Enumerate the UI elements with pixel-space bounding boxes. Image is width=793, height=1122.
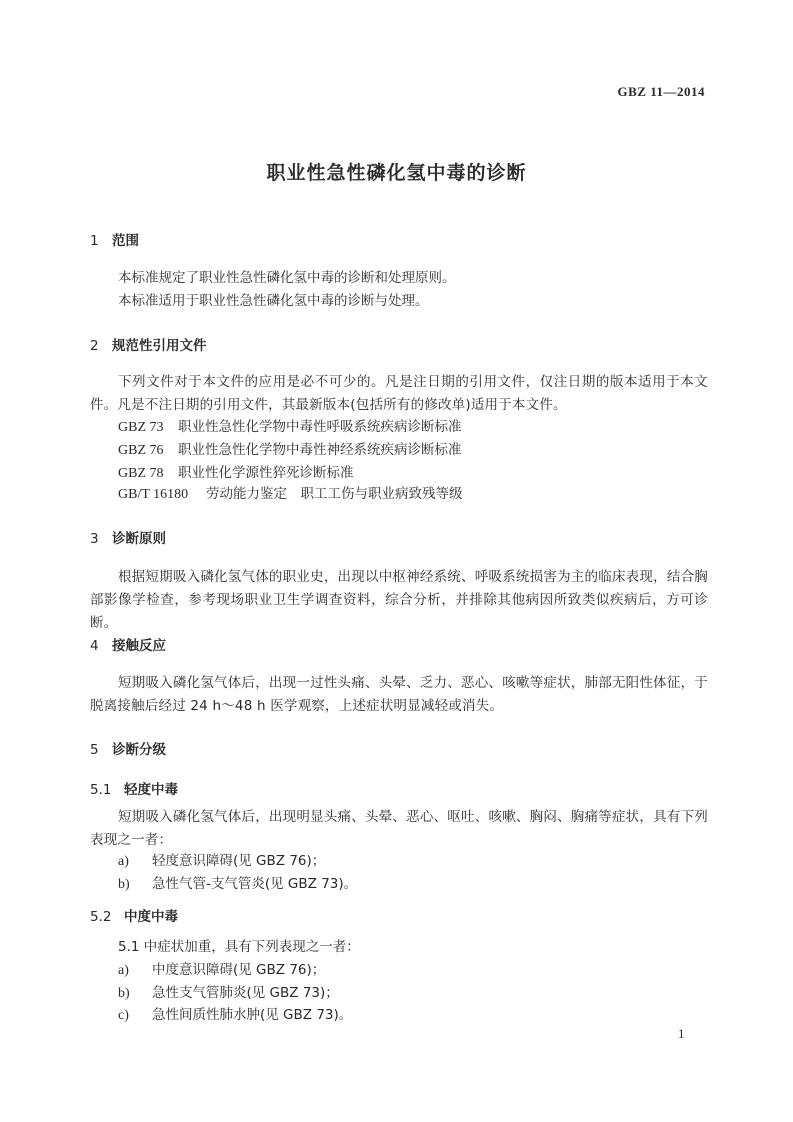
section-title: 诊断原则 xyxy=(112,531,166,547)
reference-item xyxy=(118,417,462,438)
subsection-number: 5.2 xyxy=(90,909,112,925)
list-item-label: b) xyxy=(118,986,130,1001)
list-item xyxy=(118,960,325,981)
reference-title: 职业性化学源性猝死诊断标准 xyxy=(178,465,354,481)
list-item-text: 急性间质性肺水肿(见 GBZ 73)。 xyxy=(152,1007,353,1023)
section-3-heading xyxy=(90,527,166,547)
reference-code: GBZ 78 xyxy=(118,466,164,481)
scope-line-2: 本标准适用于职业性急性磷化氢中毒的诊断与处理。 xyxy=(118,293,429,309)
section-title: 规范性引用文件 xyxy=(112,338,207,354)
scope-line-1: 本标准规定了职业性急性磷化氢中毒的诊断和处理原则。 xyxy=(118,270,456,286)
subsection-5-1-heading xyxy=(90,778,178,798)
section-number: 5 xyxy=(90,742,99,758)
subsection-number: 5.1 xyxy=(90,782,112,798)
section-title: 诊断分级 xyxy=(112,742,166,758)
section-number: 4 xyxy=(90,638,99,654)
section-number: 2 xyxy=(90,338,99,354)
section-4-heading xyxy=(90,634,166,654)
diagnosis-principle-paragraph: 根据短期吸入磷化氢气体的职业史，出现以中枢神经系统、呼吸系统损害为主的临床表现，结合胸部影像学检查，参考现场职业卫生学调查资料，综合分析，并排除其他病因所致类似疾病后，方可诊断。 xyxy=(90,569,708,631)
reference-item xyxy=(118,440,462,461)
reference-code: GBZ 73 xyxy=(118,420,164,435)
contact-reaction-paragraph: 短期吸入磷化氢气体后，出现一过性头痛、头晕、乏力、恶心、咳嗽等症状，肺部无阳性体征，于脱离接触后经过 24 h～48 h 医学观察，上述症状明显减轻或消失。 xyxy=(90,675,708,714)
reference-title: 职业性急性化学物中毒性神经系统疾病诊断标准 xyxy=(178,442,462,458)
subsection-title: 中度中毒 xyxy=(124,909,178,925)
reference-code: GB/T 16180 xyxy=(118,487,189,502)
reference-title: 职业性急性化学物中毒性呼吸系统疾病诊断标准 xyxy=(178,419,462,435)
reference-code: GBZ 76 xyxy=(118,443,164,458)
list-item xyxy=(118,851,325,872)
subsection-5-2-heading xyxy=(90,905,178,925)
list-item-text: 中度意识障碍(见 GBZ 76)； xyxy=(152,962,326,978)
list-item-text: 急性气管-支气管炎(见 GBZ 73)。 xyxy=(152,876,358,892)
list-item xyxy=(118,874,357,895)
list-item-label: c) xyxy=(118,1008,129,1023)
section-number: 1 xyxy=(90,233,99,249)
list-item-label: a) xyxy=(118,854,129,869)
section-number: 3 xyxy=(90,531,99,547)
references-paragraph: 下列文件对于本文件的应用是必不可少的。凡是注日期的引用文件，仅注日期的版本适用于本文件。凡是不注日期的引用文件，其最新版本(包括所有的修改单)适用于本文件。 xyxy=(90,374,708,413)
section-title: 范围 xyxy=(112,233,139,249)
list-item-label: b) xyxy=(118,877,130,892)
list-item xyxy=(118,1005,352,1026)
list-item-label: a) xyxy=(118,963,129,978)
section-2-heading xyxy=(90,334,207,354)
standard-code: GBZ 11—2014 xyxy=(617,84,705,99)
list-item xyxy=(118,983,339,1004)
mild-poisoning-paragraph: 短期吸入磷化氢气体后，出现明显头痛、头晕、恶心、呕吐、咳嗽、胸闷、胸痛等症状，具有下列表现之一者： xyxy=(90,809,708,848)
list-item-text: 轻度意识障碍(见 GBZ 76)； xyxy=(152,853,326,869)
moderate-poisoning-intro: 5.1 中症状加重，具有下列表现之一者： xyxy=(118,939,360,955)
section-1-heading xyxy=(90,229,139,249)
page-number: 1 xyxy=(678,1026,685,1041)
section-5-heading xyxy=(90,738,166,758)
section-title: 接触反应 xyxy=(112,638,166,654)
reference-title: 劳动能力鉴定 职工工伤与职业病致残等级 xyxy=(206,486,463,502)
list-item-text: 急性支气管肺炎(见 GBZ 73)； xyxy=(152,985,339,1001)
document-title: 职业性急性磷化氢中毒的诊断 xyxy=(266,162,527,184)
reference-item xyxy=(118,463,354,484)
reference-item xyxy=(118,484,463,505)
subsection-title: 轻度中毒 xyxy=(124,782,178,798)
